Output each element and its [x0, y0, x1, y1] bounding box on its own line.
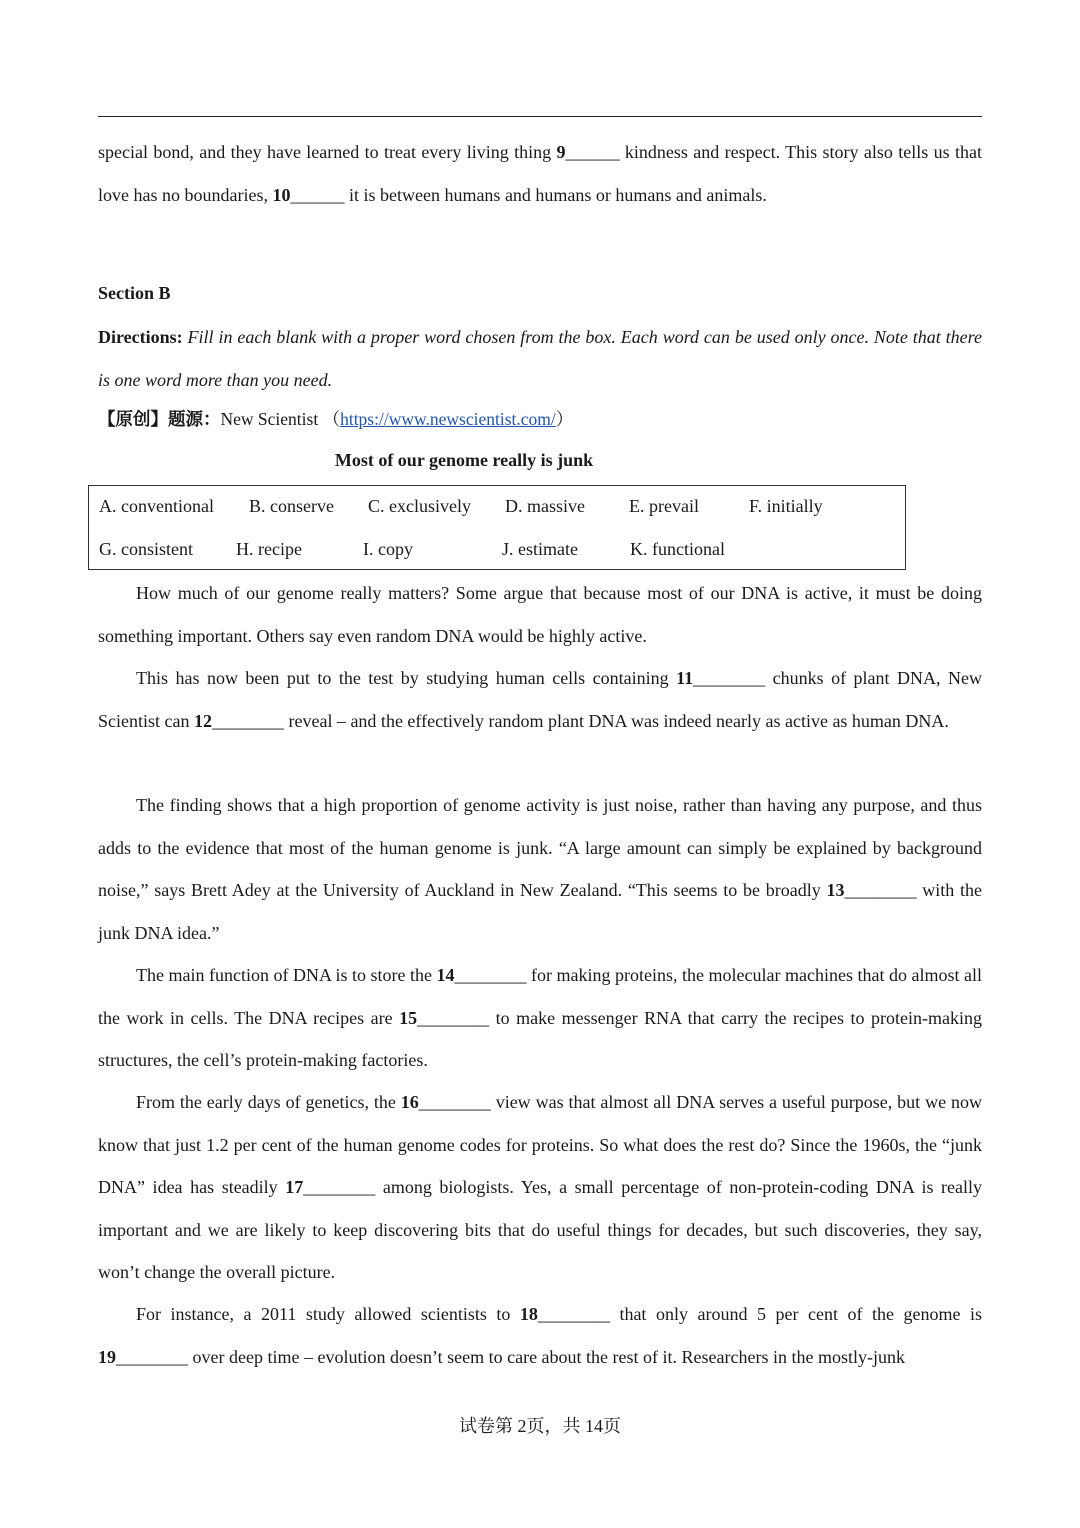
text-segment: special bond, and they have learned to treat every living thing: [98, 142, 557, 162]
source-prefix: 【原创】题源：: [98, 409, 221, 429]
blank-19[interactable]: ________: [116, 1346, 188, 1367]
blank-18[interactable]: ________: [537, 1304, 610, 1324]
text-segment: The finding shows that a high proportion of genome activity is just noise, rather than having any purpose, and thus adds to the evidence that most of the human genome is junk. “A large amount can simply be explained by background noise,” says Brett Adey at the University of Auckland in New Zealand. “This seems to be broadly: [98, 795, 982, 900]
blank-number: 16: [400, 1092, 419, 1112]
passage-paragraph-6: [98, 1293, 982, 1378]
text-segment: for making proteins, the molecular machines that do almost all the work in cells. The DNA recipes are: [98, 965, 982, 1028]
blank-number: 9: [556, 142, 566, 162]
word-option: C. exclusively: [368, 496, 471, 516]
text-segment: chunks of plant DNA, New Scientist can: [98, 668, 982, 731]
word-option: H. recipe: [236, 539, 302, 559]
header-rule: [98, 116, 982, 117]
text-segment: From the early days of genetics, the: [136, 1092, 401, 1112]
word-option: D. massive: [505, 496, 585, 516]
word-option: G. consistent: [99, 539, 193, 559]
directions: [98, 316, 982, 401]
blank-number: 14: [436, 965, 455, 985]
text-segment: among biologists. Yes, a small percentage of non-protein-coding DNA is really important and we are likely to keep discovering bits that do useful things for decades, but such discoveries, they say, won’t change the overall picture.: [98, 1177, 982, 1282]
word-option: F. initially: [749, 496, 823, 516]
source-link[interactable]: https://www.newscientist.com/: [340, 409, 556, 429]
blank-number: 13: [826, 880, 845, 900]
word-option: B. conserve: [249, 496, 334, 516]
source-paren-open: （: [322, 409, 341, 429]
blank-number: 10: [272, 184, 291, 205]
word-option: J. estimate: [502, 539, 578, 559]
passage-title: Most of our genome really is junk: [334, 450, 594, 470]
page-footer: 试卷第 2页，共 14页: [459, 1416, 621, 1436]
blank-number: 17: [285, 1177, 304, 1197]
source-name: New Scientist: [220, 409, 319, 429]
passage-paragraph-1: [98, 572, 982, 657]
passage-paragraph-4: [98, 954, 982, 1082]
text-segment: reveal – and the effectively random plant DNA was indeed nearly as active as human DNA.: [283, 710, 949, 731]
source-paren-close: ）: [555, 409, 574, 429]
blank-number: 15: [399, 1007, 418, 1028]
blank-15[interactable]: ________: [417, 1007, 490, 1028]
blank-number: 18: [519, 1304, 538, 1324]
blank-13[interactable]: ________: [844, 880, 917, 900]
text-segment: This has now been put to the test by studying human cells containing: [136, 668, 677, 688]
blank-11[interactable]: ________: [693, 668, 766, 688]
blank-number: 19: [98, 1346, 116, 1367]
blank-12[interactable]: ________: [211, 710, 284, 731]
blank-17[interactable]: ________: [303, 1177, 376, 1197]
blank-16[interactable]: ________: [418, 1092, 491, 1112]
section-title: Section B: [98, 283, 171, 303]
word-option: E. prevail: [629, 496, 699, 516]
text-segment: The main function of DNA is to store the: [136, 965, 437, 985]
passage-paragraph-2: [98, 657, 982, 742]
text-segment: kindness and respect. This story also tells us: [619, 142, 950, 162]
passage-paragraph-3: [98, 784, 982, 954]
word-option: A. conventional: [99, 496, 214, 516]
blank-9[interactable]: ______: [565, 142, 620, 162]
text-segment: over deep time – evolution doesn’t seem to care about the rest of it. Researchers in the mostly-junk: [188, 1346, 905, 1367]
word-option: K. functional: [630, 539, 725, 559]
text-segment: that only around 5 per cent of the genome is: [609, 1304, 982, 1324]
text-segment: For instance, a 2011 study allowed scientists to: [136, 1304, 520, 1324]
text-segment: How much of our genome really matters? Some argue that because most of our DNA is active, it must be doing something important. Others say even random DNA would be highly active.: [98, 583, 982, 646]
text-segment: it is between humans and humans or humans and animals.: [344, 184, 767, 205]
word-box: [88, 485, 906, 570]
blank-number: 12: [193, 710, 212, 731]
directions-label: Directions:: [98, 327, 183, 347]
continuation-paragraph: [98, 131, 982, 216]
text-segment: with the junk DNA idea.”: [98, 880, 982, 943]
text-segment: to make messenger RNA that carry the recipes to protein-making structures, the cell’s protein-making factories.: [98, 1007, 982, 1070]
blank-14[interactable]: ________: [454, 965, 527, 985]
word-option: I. copy: [363, 539, 413, 559]
directions-text: Fill in each blank with a proper word chosen from the box. Each word can be used only once. Note that there is one word more than you need.: [98, 327, 982, 390]
text-segment: that love has no boundaries,: [98, 142, 982, 205]
blank-number: 11: [676, 668, 694, 688]
source-line: [98, 406, 573, 431]
text-segment: view was that almost all DNA serves a useful purpose, but we now know that just 1.2 per cent of the human genome codes for proteins. So what does the rest do? Since the 1960s, the “junk DNA” idea has steadily: [98, 1092, 982, 1197]
passage-paragraph-5: [98, 1081, 982, 1294]
blank-10[interactable]: ______: [290, 184, 345, 205]
